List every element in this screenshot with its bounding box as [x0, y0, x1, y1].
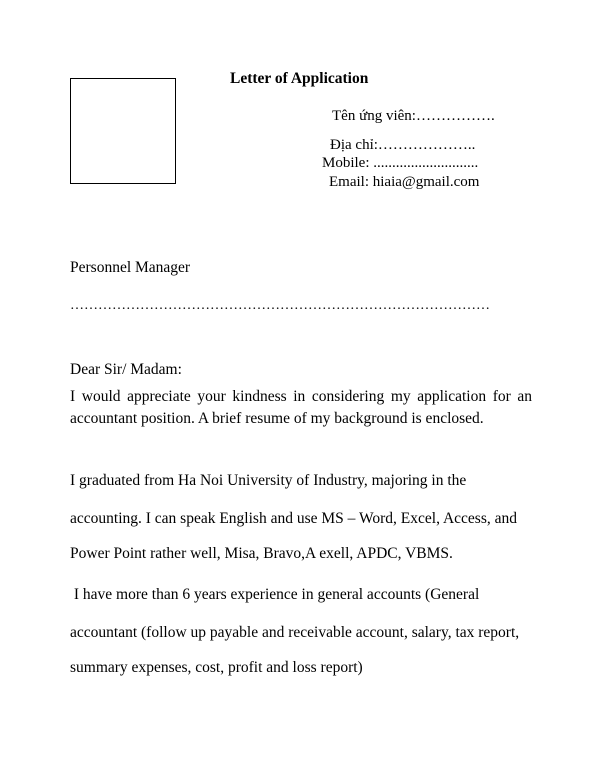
recipient-line: ………………………………………………………………………………	[70, 298, 490, 313]
candidate-name-field: Tên ứng viên:…………….	[332, 108, 495, 124]
paragraph-2-line-1: I graduated from Ha Noi University of Industry, majoring in the	[70, 472, 467, 489]
paragraph-3-line-1: I have more than 6 years experience in general accounts (General	[70, 586, 480, 603]
paragraph-2-line-2: accounting. I can speak English and use MS – Word, Excel, Access, and	[70, 510, 517, 527]
greeting: Dear Sir/ Madam:	[70, 361, 182, 378]
letter-title: Letter of Application	[230, 70, 369, 87]
paragraph-3-line-3: summary expenses, cost, profit and loss report)	[70, 659, 363, 676]
recipient: Personnel Manager	[70, 259, 191, 276]
paragraph-2-line-3: Power Point rather well, Misa, Bravo,A exell, APDC, VBMS.	[70, 545, 453, 562]
mobile-field: Mobile: ............................	[322, 155, 479, 171]
photo-placeholder	[70, 78, 176, 184]
paragraph-3-line-2: accountant (follow up payable and receivable account, salary, tax report,	[70, 624, 520, 641]
paragraph-1: I would appreciate your kindness in considering my application for an accountant position. A brief resume of my background is enclosed.	[70, 388, 532, 427]
address-field: Địa chỉ:………………..	[330, 137, 476, 153]
email-field: Email: hiaia@gmail.com	[329, 174, 480, 190]
